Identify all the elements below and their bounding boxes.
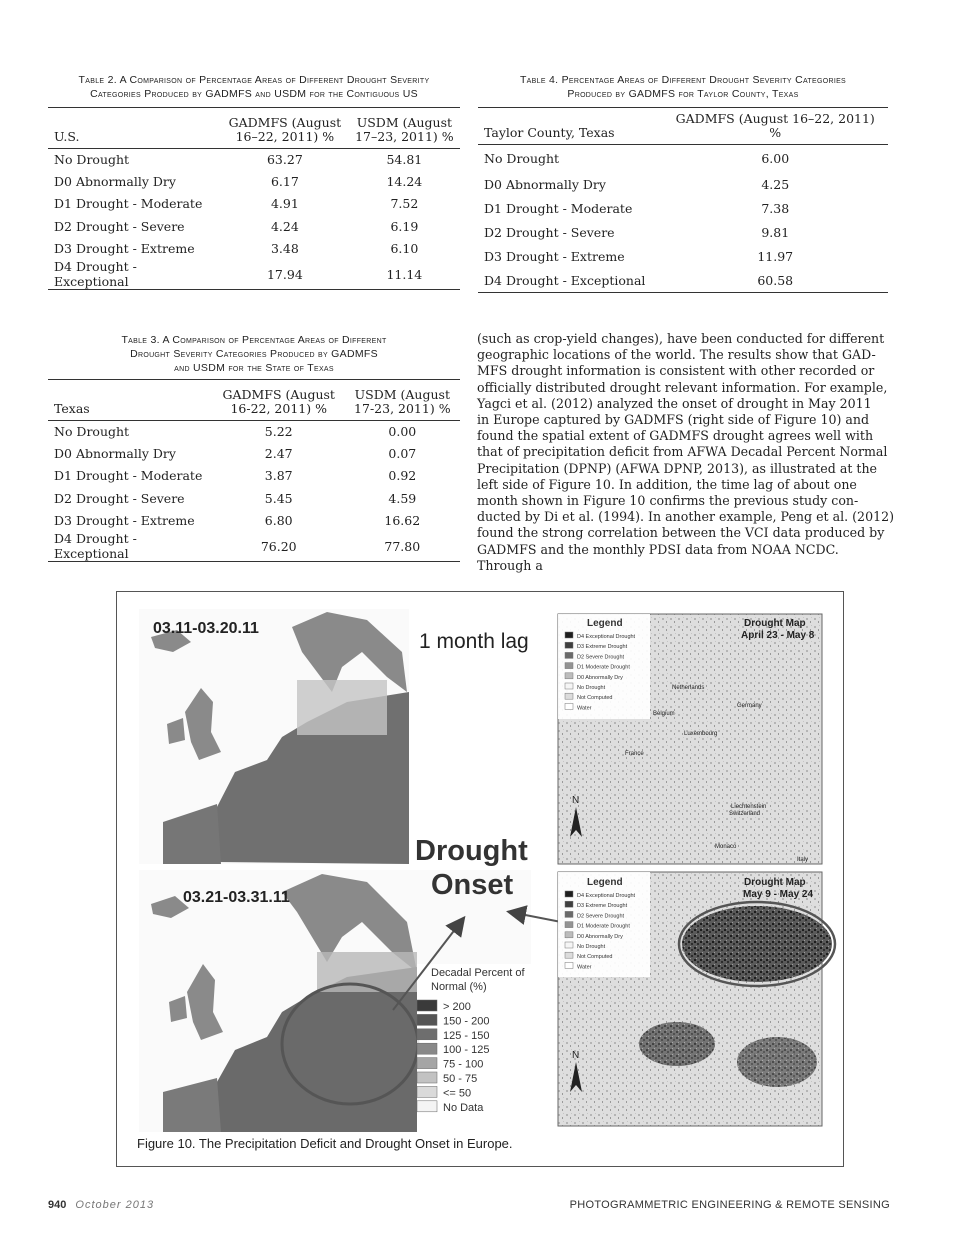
table-row — [48, 259, 460, 289]
text-line: found the spatial extent of GADMFS drought agrees well with — [477, 428, 874, 444]
table-cell: 6.19 — [390, 218, 419, 234]
table-cell: No Drought — [54, 424, 130, 440]
table-cell: D0 Abnormally Dry — [484, 176, 606, 192]
place-label: Luxembourg — [684, 731, 718, 737]
legend-label: 75 - 100 — [443, 1058, 484, 1071]
table-cell: 9.81 — [761, 224, 790, 240]
legend-label: D4 Exceptional Drought — [577, 893, 636, 899]
text-line: ducted by Di et al. (1994). In another example, Peng et al. (2012) — [477, 509, 895, 525]
table-row — [48, 237, 460, 259]
place-label: Italy — [797, 857, 809, 863]
place-label: Netherlands — [672, 685, 705, 691]
table-cell: D2 Drought - Severe — [54, 218, 185, 234]
legend-label: D2 Severe Drought — [577, 654, 625, 661]
table-3 — [48, 333, 460, 562]
onset-label: Drought — [415, 835, 528, 867]
table-4-caption — [478, 73, 888, 101]
page-footer — [48, 1199, 890, 1211]
table-row — [478, 268, 888, 292]
table-cell: 6.10 — [390, 240, 419, 256]
table-cell: D1 Drought - Moderate — [54, 196, 203, 212]
place-label: Liechtenstein — [731, 804, 767, 810]
legend-label: No Drought — [577, 944, 606, 950]
table-cell: 5.22 — [264, 424, 293, 440]
table-cell: D3 Drought - Extreme — [54, 512, 195, 528]
legend-label: <= 50 — [443, 1087, 472, 1100]
legend-label: No Data — [443, 1101, 484, 1114]
text-line: (such as crop-yield changes), have been conducted for different — [477, 331, 885, 346]
legend-label: D2 Severe Drought — [577, 913, 625, 920]
table-cell: D2 Drought - Severe — [54, 490, 185, 506]
caption-line: and USDM for the State of Texas — [174, 362, 334, 374]
legend-swatch — [565, 652, 573, 658]
north-label: N — [572, 795, 580, 806]
drought-hotspot — [639, 1022, 715, 1066]
figure-10 — [116, 591, 844, 1167]
table-4 — [478, 73, 888, 293]
table-header: Texas — [54, 400, 90, 416]
table-cell: 4.59 — [388, 490, 417, 506]
figure-caption: Figure 10. The Precipitation Deficit and Drought Onset in Europe. — [137, 1136, 513, 1151]
table-header: USDM (August 17-23, 2011) % — [354, 386, 451, 416]
legend-swatch — [565, 942, 573, 948]
table-cell: 14.24 — [386, 174, 423, 190]
table-header: GADMFS (August 16–22, 2011) % — [675, 111, 875, 140]
table-row — [478, 220, 888, 244]
legend-swatch — [565, 932, 573, 938]
table-cell: D4 Drought - Exceptional — [54, 531, 137, 562]
drought-hotspot — [737, 1037, 817, 1087]
legend-label: D0 Abnormally Dry — [577, 933, 623, 940]
table-cell: 11.14 — [386, 266, 423, 282]
table-cell: 54.81 — [386, 152, 423, 168]
table-cell: 77.80 — [384, 538, 421, 554]
legend-title: Normal (%) — [431, 981, 487, 993]
legend-label: Water — [577, 705, 592, 712]
place-label: Monaco — [715, 844, 737, 850]
table-cell: 60.58 — [757, 272, 794, 288]
drought-map-title: Drought Map — [744, 618, 806, 629]
legend-label: No Drought — [577, 685, 606, 691]
north-label: N — [572, 1050, 580, 1061]
map-date-label: 03.21-03.31.11 — [183, 889, 290, 906]
table-row — [478, 244, 888, 268]
text-line: in Europe captured by GADMFS (right side of Figure 10) and — [477, 412, 870, 428]
table-header: GADMFS (August 16-22, 2011) % — [222, 386, 335, 416]
legend-label: Not Computed — [577, 954, 613, 961]
table-2-caption — [48, 73, 460, 101]
table-header: USDM (August 17–23, 2011) % — [355, 114, 454, 144]
legend-title: Decadal Percent of — [431, 967, 525, 979]
legend-swatch — [565, 901, 573, 907]
issue-date: October 2013 — [75, 1199, 155, 1211]
caption-line: Table 3. A Comparison of Percentage Areas of Different — [121, 334, 387, 346]
legend-label: 150 - 200 — [443, 1015, 490, 1028]
legend-label: D4 Exceptional Drought — [577, 634, 636, 640]
legend-swatch — [565, 962, 573, 968]
caption-line: Table 4. Percentage Areas of Different Drought Severity Categories — [519, 74, 847, 86]
legend-label: D3 Extreme Drought — [577, 644, 628, 651]
legend-label: D0 Abnormally Dry — [577, 674, 623, 681]
text-line: found the strong correlation between the VCI data produced by — [477, 525, 885, 541]
legend-swatch — [565, 693, 573, 699]
legend-swatch — [417, 1000, 437, 1011]
table-cell: D0 Abnormally Dry — [54, 446, 176, 462]
caption-line: Table 2. A Comparison of Percentage Areas of Different Drought Severity — [78, 74, 430, 86]
drought-map-title: Drought Map — [744, 877, 806, 888]
legend-swatch — [565, 922, 573, 928]
legend-title: Legend — [587, 618, 623, 629]
table-cell: 3.48 — [270, 240, 299, 256]
table-row — [48, 215, 460, 237]
table-row — [48, 443, 460, 465]
legend-swatch — [417, 1029, 437, 1040]
table-cell: 7.38 — [761, 200, 790, 216]
table-row — [48, 193, 460, 215]
text-line: that of precipitation deficit from AFWA Decadal Percent Normal — [477, 444, 888, 460]
legend-swatch — [417, 1058, 437, 1069]
table-cell: 0.92 — [388, 468, 417, 484]
table-row — [48, 465, 460, 487]
legend-swatch — [565, 703, 573, 709]
caption-line: Categories Produced by GADMFS and USDM for the Contiguous US — [90, 88, 418, 100]
table-cell: No Drought — [484, 151, 560, 166]
body-paragraph — [477, 331, 897, 574]
table-cell: 17.94 — [266, 266, 303, 282]
table-header: GADMFS (August 16–22, 2011) % — [228, 114, 342, 144]
legend-swatch — [565, 642, 573, 648]
table-cell: 6.80 — [264, 512, 293, 528]
legend-swatch — [417, 1101, 437, 1112]
table-header: Taylor County, Texas — [484, 125, 615, 140]
text-line: geographic locations of the world. The results show that GAD- — [477, 347, 876, 363]
drought-map-2 — [558, 872, 835, 1126]
legend-swatch — [417, 1043, 437, 1054]
table-cell: 76.20 — [260, 538, 297, 554]
table-cell: 11.97 — [757, 248, 794, 264]
place-label: Switzerland — [729, 811, 761, 817]
text-line: left side of Figure 10. In addition, the time lag of about one — [477, 476, 857, 492]
table-row — [48, 487, 460, 509]
dpn-legend — [417, 964, 531, 1132]
table-cell: 0.07 — [388, 446, 417, 462]
table-cell: 4.24 — [270, 218, 299, 234]
table-row — [478, 172, 888, 196]
table-cell: 63.27 — [266, 152, 303, 168]
table-cell: 6.00 — [761, 151, 790, 166]
legend-label: Not Computed — [577, 695, 613, 702]
table-cell: 16.62 — [384, 512, 421, 528]
place-label: Belgium — [653, 711, 675, 717]
legend-swatch — [417, 1014, 437, 1025]
table-cell: D3 Drought - Extreme — [484, 248, 625, 264]
legend-label: D3 Extreme Drought — [577, 903, 628, 910]
table-cell: 5.45 — [264, 490, 293, 506]
table-cell: D0 Abnormally Dry — [54, 174, 176, 190]
legend-swatch — [565, 632, 573, 638]
table-cell: 7.52 — [390, 196, 419, 212]
table-cell: 6.17 — [270, 174, 299, 190]
table-cell: 0.00 — [388, 424, 417, 440]
text-line: month shown in Figure 10 confirms the previous study con- — [477, 493, 859, 509]
table-cell: D4 Drought - Exceptional — [484, 272, 646, 288]
table-cell: D2 Drought - Severe — [484, 224, 615, 240]
onset-label: Onset — [431, 869, 514, 901]
figure-10-graphic — [117, 592, 843, 1166]
legend-label: 50 - 75 — [443, 1073, 478, 1085]
table-header: U.S. — [54, 128, 80, 144]
legend-swatch — [565, 663, 573, 669]
table-cell: No Drought — [54, 152, 130, 168]
legend-label: Water — [577, 964, 592, 971]
drought-map-dates: May 9 - May 24 — [743, 889, 814, 900]
precipitation-map-1 — [139, 609, 409, 864]
table-cell: D1 Drought - Moderate — [484, 200, 633, 216]
legend-swatch — [565, 952, 573, 958]
legend-swatch — [565, 673, 573, 679]
table-row — [48, 509, 460, 531]
page-number: 940 — [48, 1199, 67, 1211]
legend-swatch — [565, 891, 573, 897]
caption-line: Drought Severity Categories Produced by GADMFS — [130, 348, 378, 360]
table-row — [478, 196, 888, 220]
table-cell: 2.47 — [264, 446, 293, 462]
place-label: Germany — [737, 703, 762, 709]
legend-swatch — [565, 683, 573, 689]
legend-swatch — [417, 1086, 437, 1097]
caption-line: Produced by GADMFS for Taylor County, Texas — [567, 88, 799, 100]
table-cell: 4.25 — [761, 176, 790, 192]
text-line: MFS drought information is consistent with other recorded or — [477, 363, 875, 379]
drought-map-dates: April 23 - May 8 — [741, 630, 815, 641]
table-cell: 3.87 — [264, 468, 293, 484]
table-row — [478, 145, 888, 173]
map-date-label: 03.11-03.20.11 — [153, 620, 259, 637]
table-row — [48, 148, 460, 171]
table-2 — [48, 73, 460, 290]
legend-title: Legend — [587, 877, 623, 888]
legend-swatch — [417, 1072, 437, 1083]
table-cell: D3 Drought - Extreme — [54, 240, 195, 256]
legend-label: D1 Moderate Drought — [577, 664, 630, 671]
table-row — [48, 531, 460, 561]
legend-label: > 200 — [443, 1001, 471, 1013]
journal-name: PHOTOGRAMMETRIC ENGINEERING & REMOTE SENSING — [569, 1199, 890, 1211]
table-cell: 4.91 — [270, 196, 299, 212]
text-line: Yagci et al. (2012) analyzed the onset of drought in May 2011 — [477, 395, 872, 411]
table-3-caption — [48, 333, 460, 375]
table-row — [48, 420, 460, 443]
text-line: officially distributed drought relevant information. For example, — [477, 379, 888, 395]
legend-label: D1 Moderate Drought — [577, 923, 630, 930]
legend-label: 100 - 125 — [443, 1044, 490, 1057]
text-line: Precipitation (DPNP) (AFWA DPNP, 2013), as illustrated at the — [477, 460, 878, 476]
lag-label: 1 month lag — [419, 630, 529, 653]
table-row — [48, 171, 460, 193]
drought-hotspot — [682, 906, 832, 982]
place-label: France — [625, 751, 644, 757]
legend-label: 125 - 150 — [443, 1029, 490, 1042]
text-line: GADMFS and the monthly PDSI data from NOAA NCDC. Through a — [477, 541, 839, 573]
legend-swatch — [565, 911, 573, 917]
drought-map-1 — [558, 614, 822, 864]
table-cell: D1 Drought - Moderate — [54, 468, 203, 484]
table-cell: D4 Drought - Exceptional — [54, 259, 137, 290]
